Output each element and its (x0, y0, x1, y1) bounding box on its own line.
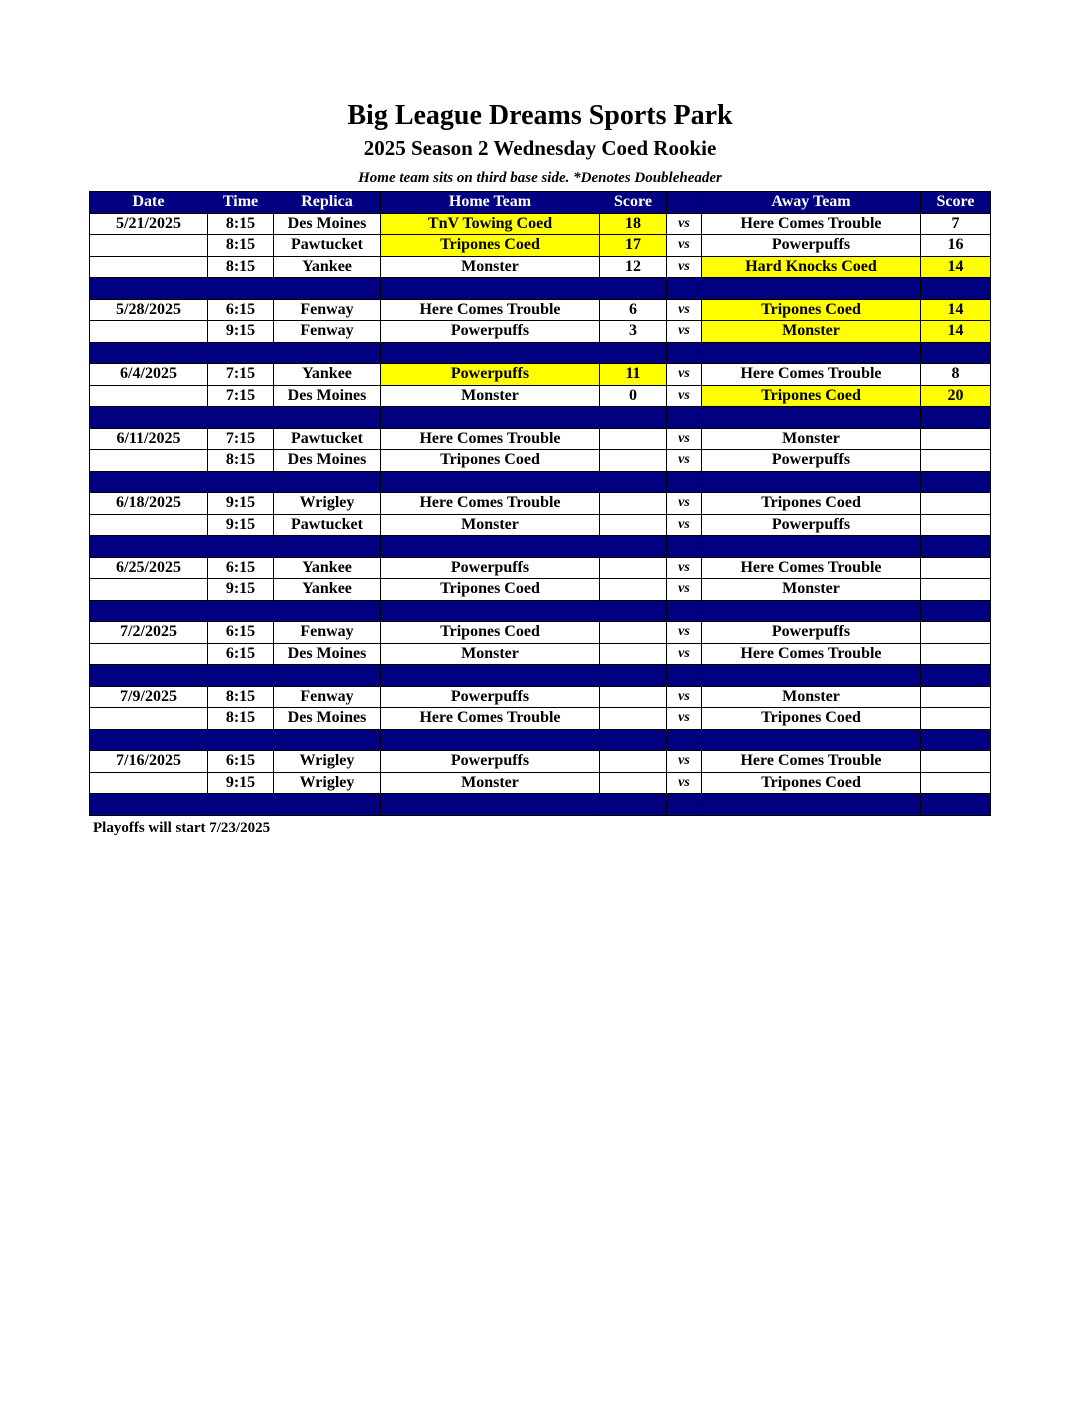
separator-cell (381, 471, 600, 493)
away-team-cell: Powerpuffs (702, 514, 921, 536)
date-cell: 7/16/2025 (90, 751, 208, 773)
time-cell: 9:15 (208, 493, 274, 515)
date-cell (90, 708, 208, 730)
separator-cell (90, 794, 208, 816)
away-score-cell (921, 493, 991, 515)
replica-cell: Yankee (274, 579, 381, 601)
separator-cell (90, 729, 208, 751)
separator-cell (667, 278, 702, 300)
vs-label: vs (667, 385, 702, 407)
away-score-cell: 14 (921, 321, 991, 343)
game-row (90, 450, 991, 472)
home-team-cell: Monster (381, 772, 600, 794)
separator-cell (90, 471, 208, 493)
home-team-cell: Powerpuffs (381, 557, 600, 579)
away-team-cell: Tripones Coed (702, 772, 921, 794)
game-row (90, 579, 991, 601)
playoffs-note: Playoffs will start 7/23/2025 (93, 820, 271, 836)
game-row (90, 772, 991, 794)
replica-cell: Des Moines (274, 643, 381, 665)
separator-cell (921, 600, 991, 622)
away-score-cell: 8 (921, 364, 991, 386)
home-score-cell: 3 (600, 321, 667, 343)
away-team-cell: Monster (702, 321, 921, 343)
home-team-cell: Powerpuffs (381, 364, 600, 386)
date-cell (90, 772, 208, 794)
home-team-cell: Here Comes Trouble (381, 428, 600, 450)
away-score-cell (921, 686, 991, 708)
date-cell: 7/9/2025 (90, 686, 208, 708)
vs-label: vs (667, 579, 702, 601)
time-cell: 6:15 (208, 643, 274, 665)
game-row (90, 708, 991, 730)
home-score-cell (600, 751, 667, 773)
page-title: Big League Dreams Sports Park (347, 100, 733, 131)
time-cell: 9:15 (208, 514, 274, 536)
time-cell: 8:15 (208, 686, 274, 708)
away-score-cell (921, 579, 991, 601)
separator-cell (274, 600, 381, 622)
separator-cell (208, 600, 274, 622)
separator-cell (274, 471, 381, 493)
away-team-cell: Powerpuffs (702, 450, 921, 472)
date-cell (90, 385, 208, 407)
separator-cell (381, 794, 600, 816)
separator-cell (667, 600, 702, 622)
replica-cell: Des Moines (274, 213, 381, 235)
header-vs (667, 192, 702, 214)
time-cell: 6:15 (208, 622, 274, 644)
date-cell (90, 643, 208, 665)
separator-cell (208, 536, 274, 558)
week-separator-row (90, 536, 991, 558)
vs-label: vs (667, 299, 702, 321)
home-team-cell: Powerpuffs (381, 751, 600, 773)
home-score-cell (600, 450, 667, 472)
page-subtitle: 2025 Season 2 Wednesday Coed Rookie (363, 136, 717, 160)
week-separator-row (90, 729, 991, 751)
away-team-cell: Here Comes Trouble (702, 643, 921, 665)
date-cell: 7/2/2025 (90, 622, 208, 644)
vs-label: vs (667, 256, 702, 278)
vs-label: vs (667, 493, 702, 515)
home-team-cell: Monster (381, 514, 600, 536)
separator-cell (274, 407, 381, 429)
time-cell: 9:15 (208, 321, 274, 343)
away-score-cell (921, 622, 991, 644)
vs-label: vs (667, 751, 702, 773)
separator-cell (274, 794, 381, 816)
time-cell: 7:15 (208, 385, 274, 407)
time-cell: 8:15 (208, 213, 274, 235)
schedule-table (89, 191, 991, 816)
date-cell: 5/28/2025 (90, 299, 208, 321)
away-team-cell: Tripones Coed (702, 708, 921, 730)
home-team-cell: Here Comes Trouble (381, 493, 600, 515)
home-score-cell: 11 (600, 364, 667, 386)
separator-cell (90, 278, 208, 300)
time-cell: 8:15 (208, 256, 274, 278)
separator-cell (208, 665, 274, 687)
away-team-cell: Monster (702, 686, 921, 708)
game-row (90, 751, 991, 773)
home-team-cell: Monster (381, 256, 600, 278)
home-team-cell: Powerpuffs (381, 686, 600, 708)
vs-label: vs (667, 514, 702, 536)
replica-cell: Fenway (274, 321, 381, 343)
vs-label: vs (667, 708, 702, 730)
replica-cell: Pawtucket (274, 514, 381, 536)
separator-cell (702, 600, 921, 622)
replica-cell: Wrigley (274, 751, 381, 773)
date-cell: 6/4/2025 (90, 364, 208, 386)
home-score-cell (600, 428, 667, 450)
week-separator-row (90, 600, 991, 622)
game-row (90, 557, 991, 579)
separator-cell (274, 665, 381, 687)
separator-cell (208, 407, 274, 429)
vs-label: vs (667, 686, 702, 708)
separator-cell (600, 665, 667, 687)
week-separator-row (90, 794, 991, 816)
away-team-cell: Here Comes Trouble (702, 557, 921, 579)
date-cell: 6/25/2025 (90, 557, 208, 579)
separator-cell (667, 794, 702, 816)
time-cell: 8:15 (208, 235, 274, 257)
date-cell (90, 256, 208, 278)
separator-cell (600, 536, 667, 558)
home-team-note: Home team sits on third base side. *Denotes Doubleheader (358, 170, 722, 186)
week-separator-row (90, 471, 991, 493)
date-cell (90, 235, 208, 257)
replica-cell: Fenway (274, 622, 381, 644)
vs-label: vs (667, 428, 702, 450)
replica-cell: Yankee (274, 364, 381, 386)
home-score-cell (600, 686, 667, 708)
home-score-cell (600, 557, 667, 579)
home-team-cell: Tripones Coed (381, 450, 600, 472)
separator-cell (667, 471, 702, 493)
header-home-team: Home Team (381, 192, 600, 214)
separator-cell (90, 342, 208, 364)
game-row (90, 213, 991, 235)
home-team-cell: Here Comes Trouble (381, 299, 600, 321)
vs-label: vs (667, 321, 702, 343)
separator-cell (600, 794, 667, 816)
replica-cell: Des Moines (274, 385, 381, 407)
week-separator-row (90, 342, 991, 364)
replica-cell: Fenway (274, 299, 381, 321)
game-row (90, 514, 991, 536)
separator-cell (90, 536, 208, 558)
vs-label: vs (667, 235, 702, 257)
home-score-cell: 0 (600, 385, 667, 407)
away-team-cell: Monster (702, 579, 921, 601)
week-separator-row (90, 665, 991, 687)
away-score-cell: 20 (921, 385, 991, 407)
game-row (90, 321, 991, 343)
game-row (90, 256, 991, 278)
date-cell (90, 321, 208, 343)
home-team-cell: Monster (381, 643, 600, 665)
replica-cell: Wrigley (274, 493, 381, 515)
header-away-team: Away Team (702, 192, 921, 214)
home-team-cell: Tripones Coed (381, 622, 600, 644)
separator-cell (90, 600, 208, 622)
time-cell: 8:15 (208, 450, 274, 472)
header-time: Time (208, 192, 274, 214)
separator-cell (600, 729, 667, 751)
game-row (90, 686, 991, 708)
separator-cell (921, 729, 991, 751)
time-cell: 9:15 (208, 772, 274, 794)
separator-cell (208, 342, 274, 364)
header-date: Date (90, 192, 208, 214)
home-score-cell: 18 (600, 213, 667, 235)
separator-cell (667, 342, 702, 364)
away-score-cell: 16 (921, 235, 991, 257)
away-score-cell: 14 (921, 256, 991, 278)
separator-cell (381, 729, 600, 751)
home-score-cell (600, 579, 667, 601)
vs-label: vs (667, 772, 702, 794)
replica-cell: Des Moines (274, 708, 381, 730)
replica-cell: Fenway (274, 686, 381, 708)
week-separator-row (90, 407, 991, 429)
separator-cell (381, 278, 600, 300)
vs-label: vs (667, 450, 702, 472)
away-score-cell (921, 751, 991, 773)
time-cell: 7:15 (208, 428, 274, 450)
header-home-score: Score (600, 192, 667, 214)
week-separator-row (90, 278, 991, 300)
home-team-cell: Tripones Coed (381, 235, 600, 257)
time-cell: 6:15 (208, 751, 274, 773)
separator-cell (274, 278, 381, 300)
separator-cell (600, 600, 667, 622)
vs-label: vs (667, 557, 702, 579)
separator-cell (381, 665, 600, 687)
game-row (90, 235, 991, 257)
time-cell: 6:15 (208, 299, 274, 321)
vs-label: vs (667, 213, 702, 235)
away-team-cell: Here Comes Trouble (702, 364, 921, 386)
separator-cell (921, 536, 991, 558)
home-score-cell: 12 (600, 256, 667, 278)
separator-cell (600, 471, 667, 493)
game-row (90, 428, 991, 450)
separator-cell (702, 536, 921, 558)
separator-cell (702, 278, 921, 300)
separator-cell (702, 471, 921, 493)
home-team-cell: Monster (381, 385, 600, 407)
header-replica: Replica (274, 192, 381, 214)
separator-cell (667, 407, 702, 429)
away-score-cell: 7 (921, 213, 991, 235)
separator-cell (921, 471, 991, 493)
away-score-cell (921, 557, 991, 579)
separator-cell (274, 342, 381, 364)
separator-cell (667, 729, 702, 751)
separator-cell (381, 342, 600, 364)
separator-cell (921, 794, 991, 816)
separator-cell (274, 729, 381, 751)
home-score-cell (600, 772, 667, 794)
time-cell: 6:15 (208, 557, 274, 579)
separator-cell (667, 665, 702, 687)
separator-cell (381, 407, 600, 429)
separator-cell (921, 342, 991, 364)
away-score-cell (921, 450, 991, 472)
separator-cell (381, 536, 600, 558)
separator-cell (667, 536, 702, 558)
away-team-cell: Tripones Coed (702, 299, 921, 321)
separator-cell (600, 407, 667, 429)
vs-label: vs (667, 643, 702, 665)
game-row (90, 493, 991, 515)
separator-cell (702, 407, 921, 429)
vs-label: vs (667, 622, 702, 644)
away-team-cell: Monster (702, 428, 921, 450)
away-score-cell (921, 708, 991, 730)
home-score-cell (600, 622, 667, 644)
time-cell: 7:15 (208, 364, 274, 386)
date-cell (90, 579, 208, 601)
separator-cell (208, 278, 274, 300)
schedule-body (90, 213, 991, 815)
header-row (90, 192, 991, 214)
time-cell: 9:15 (208, 579, 274, 601)
away-score-cell (921, 428, 991, 450)
separator-cell (600, 342, 667, 364)
separator-cell (208, 729, 274, 751)
game-row (90, 385, 991, 407)
game-row (90, 299, 991, 321)
game-row (90, 364, 991, 386)
replica-cell: Des Moines (274, 450, 381, 472)
replica-cell: Pawtucket (274, 428, 381, 450)
away-team-cell: Tripones Coed (702, 385, 921, 407)
away-team-cell: Powerpuffs (702, 235, 921, 257)
date-cell (90, 450, 208, 472)
separator-cell (274, 536, 381, 558)
home-score-cell (600, 514, 667, 536)
home-team-cell: Tripones Coed (381, 579, 600, 601)
home-score-cell: 6 (600, 299, 667, 321)
home-team-cell: TnV Towing Coed (381, 213, 600, 235)
away-score-cell: 14 (921, 299, 991, 321)
away-team-cell: Tripones Coed (702, 493, 921, 515)
home-team-cell: Powerpuffs (381, 321, 600, 343)
game-row (90, 643, 991, 665)
vs-label: vs (667, 364, 702, 386)
separator-cell (702, 729, 921, 751)
separator-cell (702, 665, 921, 687)
separator-cell (921, 278, 991, 300)
separator-cell (208, 471, 274, 493)
date-cell: 6/11/2025 (90, 428, 208, 450)
home-score-cell: 17 (600, 235, 667, 257)
date-cell: 5/21/2025 (90, 213, 208, 235)
home-score-cell (600, 708, 667, 730)
date-cell: 6/18/2025 (90, 493, 208, 515)
separator-cell (600, 278, 667, 300)
home-team-cell: Here Comes Trouble (381, 708, 600, 730)
away-score-cell (921, 643, 991, 665)
time-cell: 8:15 (208, 708, 274, 730)
replica-cell: Wrigley (274, 772, 381, 794)
header-away-score: Score (921, 192, 991, 214)
game-row (90, 622, 991, 644)
away-team-cell: Here Comes Trouble (702, 751, 921, 773)
separator-cell (921, 665, 991, 687)
separator-cell (702, 342, 921, 364)
away-team-cell: Here Comes Trouble (702, 213, 921, 235)
away-score-cell (921, 514, 991, 536)
separator-cell (208, 794, 274, 816)
replica-cell: Pawtucket (274, 235, 381, 257)
away-team-cell: Powerpuffs (702, 622, 921, 644)
away-team-cell: Hard Knocks Coed (702, 256, 921, 278)
separator-cell (702, 794, 921, 816)
replica-cell: Yankee (274, 256, 381, 278)
away-score-cell (921, 772, 991, 794)
separator-cell (381, 600, 600, 622)
replica-cell: Yankee (274, 557, 381, 579)
separator-cell (90, 665, 208, 687)
date-cell (90, 514, 208, 536)
separator-cell (90, 407, 208, 429)
home-score-cell (600, 493, 667, 515)
separator-cell (921, 407, 991, 429)
home-score-cell (600, 643, 667, 665)
